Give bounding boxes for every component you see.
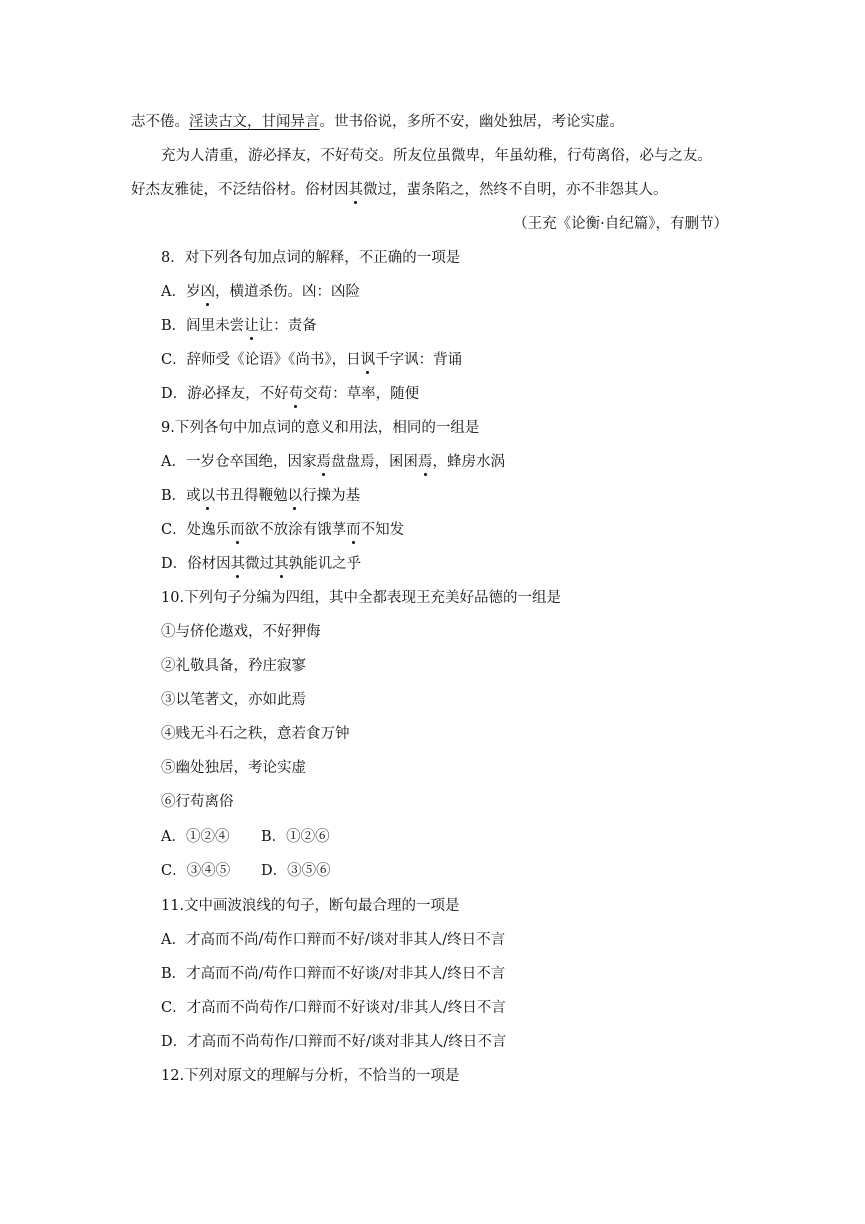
q12-stem: 12.下列对原文的理解与分析，不恰当的一项是: [161, 1068, 460, 1084]
passage-line-1: 志不倦。淫读古文，甘闻异言。世书俗说，多所不安，幽处独居，考论实虚。: [131, 114, 624, 130]
q9-stem: 9.下列各句中加点词的意义和用法，相同的一组是: [161, 420, 480, 436]
q9-option-c: C．处逸乐而欲不放涂有饿莩而不知发: [161, 522, 405, 538]
q10-stem: 10.下列句子分编为四组，其中全都表现王充美好品德的一组是: [161, 590, 562, 606]
q10-item: ⑤幽处独居，考论实虚: [161, 760, 306, 776]
passage-line-2: 充为人清重，游必择友，不好苟交。所友位虽微卑，年虽幼稚，行苟离俗，必与之友。: [161, 148, 712, 164]
q10-option-b: B．①②⑥: [261, 829, 330, 845]
q11-option-c: C．才高而不尚苟作/口辩而不好谈对/非其人/终日不言: [161, 1000, 506, 1016]
q11-option-d: D．才高而不尚苟作/口辩而不好/谈对非其人/终日不言: [161, 1034, 507, 1050]
q9-option-b: B．或以书丑得鞭勉以行操为基: [161, 488, 361, 504]
q10-item: ③以笔著文，亦如此焉: [161, 692, 306, 708]
q11-stem: 11.文中画波浪线的句子，断句最合理的一项是: [161, 898, 460, 914]
dotted-word: 以: [200, 488, 216, 504]
q10-item: ⑥行苟离俗: [161, 794, 234, 810]
dotted-word: 讽: [360, 352, 376, 368]
dotted-word: 其: [230, 556, 246, 572]
dotted-word: 其: [348, 182, 363, 198]
dotted-word: 以: [287, 488, 303, 504]
q10-option-a: A．①②④: [161, 829, 230, 845]
q8-option-a: A．岁凶，横道杀伤。凶：凶险: [161, 284, 360, 300]
dotted-word: 焉: [316, 454, 331, 470]
passage-line-3: 好杰友雅徒，不泛结俗材。俗材因其微过，蜚条陷之，然终不自明，亦不非怨其人。: [131, 182, 668, 198]
dotted-word: 凶: [200, 284, 215, 300]
q10-option-d: D．③⑤⑥: [261, 863, 331, 879]
underlined-phrase: 淫读古文，甘闻异言: [189, 114, 320, 130]
q9-option-a: A．一岁仓卒国绝，因家焉盘盘焉，囷囷焉，蜂房水涡: [161, 454, 505, 470]
q10-item: ②礼敬具备，矜庄寂寥: [161, 658, 306, 674]
q11-option-a: A．才高而不尚/苟作口辩而不好/谈对非其人/终日不言: [161, 932, 506, 948]
q8-option-d: D．游必择友，不好苟交苟：草率，随便: [161, 386, 420, 402]
q9-option-d: D．俗材因其微过其孰能讥之乎: [161, 556, 362, 572]
dotted-word: 让: [244, 318, 259, 334]
q10-item: ①与侪伦遨戏，不好狎侮: [161, 624, 321, 640]
q11-option-b: B．才高而不尚/苟作口辩而不好谈/对非其人/终日不言: [161, 966, 506, 982]
dotted-word: 焉: [417, 454, 433, 470]
q8-option-c: C．辞师受《论语》《尚书》，日讽千字讽：背诵: [161, 352, 463, 368]
dotted-word: 其: [274, 556, 289, 572]
q10-option-c: C．③④⑤: [161, 863, 231, 879]
dotted-word: 而: [346, 522, 361, 538]
source-citation: （王充《论衡·自纪篇》，有删节）: [513, 216, 728, 232]
dotted-word: 而: [230, 522, 245, 538]
q8-option-b: B．闾里未尝让让：责备: [161, 318, 317, 334]
q10-item: ④贱无斗石之秩，意若食万钟: [161, 726, 350, 742]
q8-stem: 8．对下列各句加点词的解释，不正确的一项是: [161, 250, 461, 266]
dotted-word: 苟: [288, 386, 304, 402]
